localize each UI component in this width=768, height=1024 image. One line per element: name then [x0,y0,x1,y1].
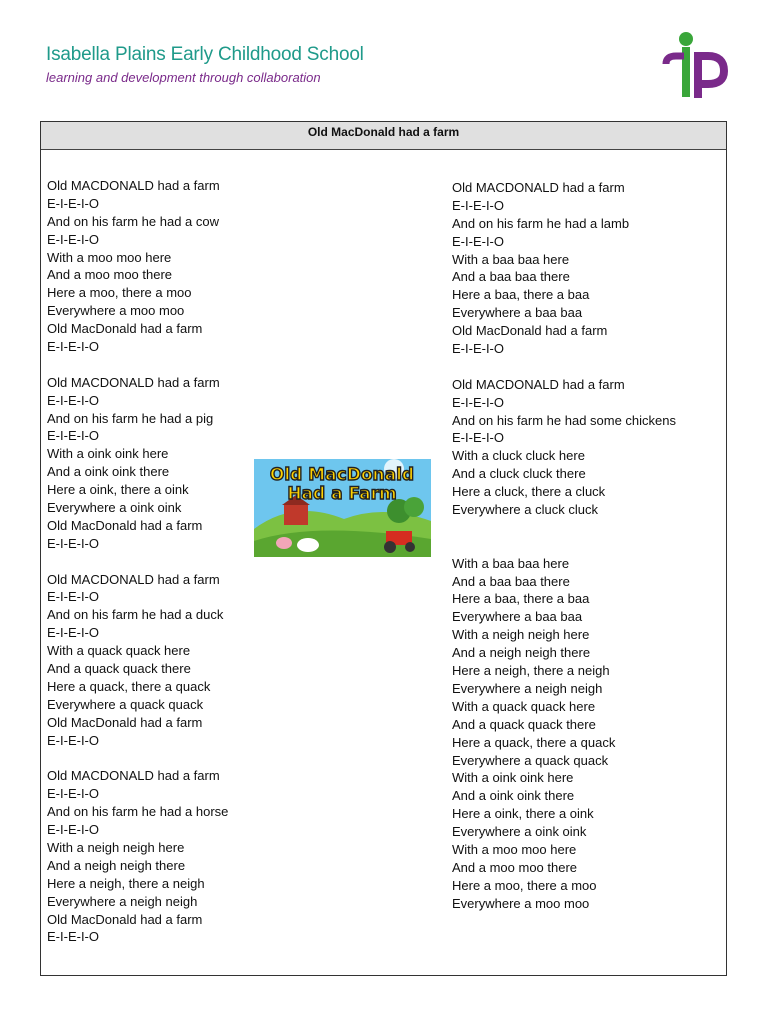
lyric-line: E-I-E-I-O [47,625,99,641]
lyric-line: Here a oink, there a oink [452,806,594,822]
lyric-line: And a neigh neigh there [47,857,186,873]
lyric-line: Everywhere a neigh neigh [452,680,603,696]
lyric-line: E-I-E-I-O [47,231,99,247]
lyric-line: With a moo moo here [47,249,172,265]
farm-illustration [254,459,431,557]
stanza-gap [452,358,676,376]
lyric-line: And a cluck cluck there [452,466,586,482]
right-lyrics-column [452,179,676,913]
lyric-line: And a quack quack there [47,661,191,677]
lyric-line: Here a cluck, there a cluck [452,484,606,500]
lyric-line: Everywhere a neigh neigh [47,893,198,909]
lyric-line: With a baa baa here [452,555,570,571]
lyric-line: Everywhere a oink oink [452,824,587,840]
lyric-line: E-I-E-I-O [47,589,99,605]
lyric-line: Here a moo, there a moo [452,877,597,893]
lyric-line: With a baa baa here [452,251,570,267]
stanza-gap [47,553,228,571]
lyric-line: Everywhere a moo moo [452,895,590,911]
lyric-line: And on his farm he had a pig [47,410,214,426]
lyric-line: Here a quack, there a quack [47,678,211,694]
lyric-line: With a moo moo here [452,841,577,857]
lyric-line: Here a neigh, there a neigh [452,663,610,679]
lyric-line: E-I-E-I-O [47,822,99,838]
stanza-gap [47,750,228,768]
lyric-line: E-I-E-I-O [47,339,99,355]
lyric-line: With a cluck cluck here [452,448,585,464]
lyric-line: Everywhere a quack quack [452,752,609,768]
lyric-line: Everywhere a oink oink [47,500,182,516]
lyric-line: Here a neigh, there a neigh [47,875,205,891]
lyric-line: With a neigh neigh here [47,839,185,855]
lyric-line: And on his farm he had a horse [47,804,229,820]
lyric-line: Old MACDONALD had a farm [452,376,625,392]
left-lyrics-column [47,177,228,946]
stanza-gap [47,356,228,374]
lyric-line: Everywhere a baa baa [452,609,583,625]
lyric-line: E-I-E-I-O [47,732,99,748]
school-tagline: learning and development through collaboration [46,70,321,85]
lyric-line: Here a oink, there a oink [47,482,189,498]
school-name: Isabella Plains Early Childhood School [46,44,364,65]
lyric-line: And on his farm he had a duck [47,607,224,623]
lyric-line: E-I-E-I-O [47,195,99,211]
lyric-line: Here a baa, there a baa [452,287,590,303]
lyric-line: Old MacDonald had a farm [47,911,203,927]
lyric-line: And a oink oink there [452,788,575,804]
lyric-line: E-I-E-I-O [452,394,504,410]
lyric-line: E-I-E-I-O [452,197,504,213]
lyric-line: Everywhere a quack quack [47,696,204,712]
lyric-line: With a oink oink here [47,446,169,462]
lyric-line: And a baa baa there [452,269,570,285]
lyric-line: And a oink oink there [47,464,170,480]
lyric-line: With a quack quack here [452,698,596,714]
lyric-line: With a neigh neigh here [452,627,590,643]
lyric-line: And on his farm he had some chickens [452,412,677,428]
lyric-line: E-I-E-I-O [47,929,99,945]
lyric-line: And a neigh neigh there [452,645,591,661]
lyric-line: Everywhere a moo moo [47,303,185,319]
lyric-line: Old MACDONALD had a farm [47,374,220,390]
illustration-title-line2: Had a Farm [287,484,397,504]
stanza-gap [452,519,676,537]
lyric-line: Here a baa, there a baa [452,591,590,607]
lyric-line: E-I-E-I-O [47,535,99,551]
lyric-line: Old MACDONALD had a farm [47,768,220,784]
illustration-title-line1: Old MacDonald [269,465,415,485]
song-table [40,121,727,976]
stanza-gap [452,537,676,555]
lyric-line: With a oink oink here [452,770,574,786]
lyric-line: E-I-E-I-O [47,786,99,802]
lyric-line: E-I-E-I-O [452,430,504,446]
lyric-line: And a moo moo there [47,267,173,283]
lyric-line: E-I-E-I-O [47,392,99,408]
lyric-line: Everywhere a baa baa [452,305,583,321]
lyric-line: And on his farm he had a cow [47,213,219,229]
song-title: Old MacDonald had a farm [41,122,726,150]
lyric-line: With a quack quack here [47,643,191,659]
lyric-line: Old MACDONALD had a farm [47,178,220,193]
lyric-line: Old MacDonald had a farm [47,714,203,730]
lyric-line: E-I-E-I-O [452,233,504,249]
lyric-line: Old MacDonald had a farm [47,517,203,533]
lyric-line: E-I-E-I-O [47,428,99,444]
lyric-line: And a moo moo there [452,859,578,875]
lyric-line: Here a moo, there a moo [47,285,192,301]
lyric-line: And a baa baa there [452,573,570,589]
ip-logo-icon [662,30,730,100]
lyric-line: Old MACDONALD had a farm [47,571,220,587]
lyric-line: Here a quack, there a quack [452,734,616,750]
lyric-line: Old MacDonald had a farm [452,323,608,339]
lyric-line: And on his farm he had a lamb [452,215,630,231]
lyric-line: Old MACDONALD had a farm [452,180,625,195]
lyric-line: And a quack quack there [452,716,596,732]
lyric-line: Old MacDonald had a farm [47,321,203,337]
lyric-line: E-I-E-I-O [452,341,504,357]
lyric-line: Everywhere a cluck cluck [452,502,598,518]
